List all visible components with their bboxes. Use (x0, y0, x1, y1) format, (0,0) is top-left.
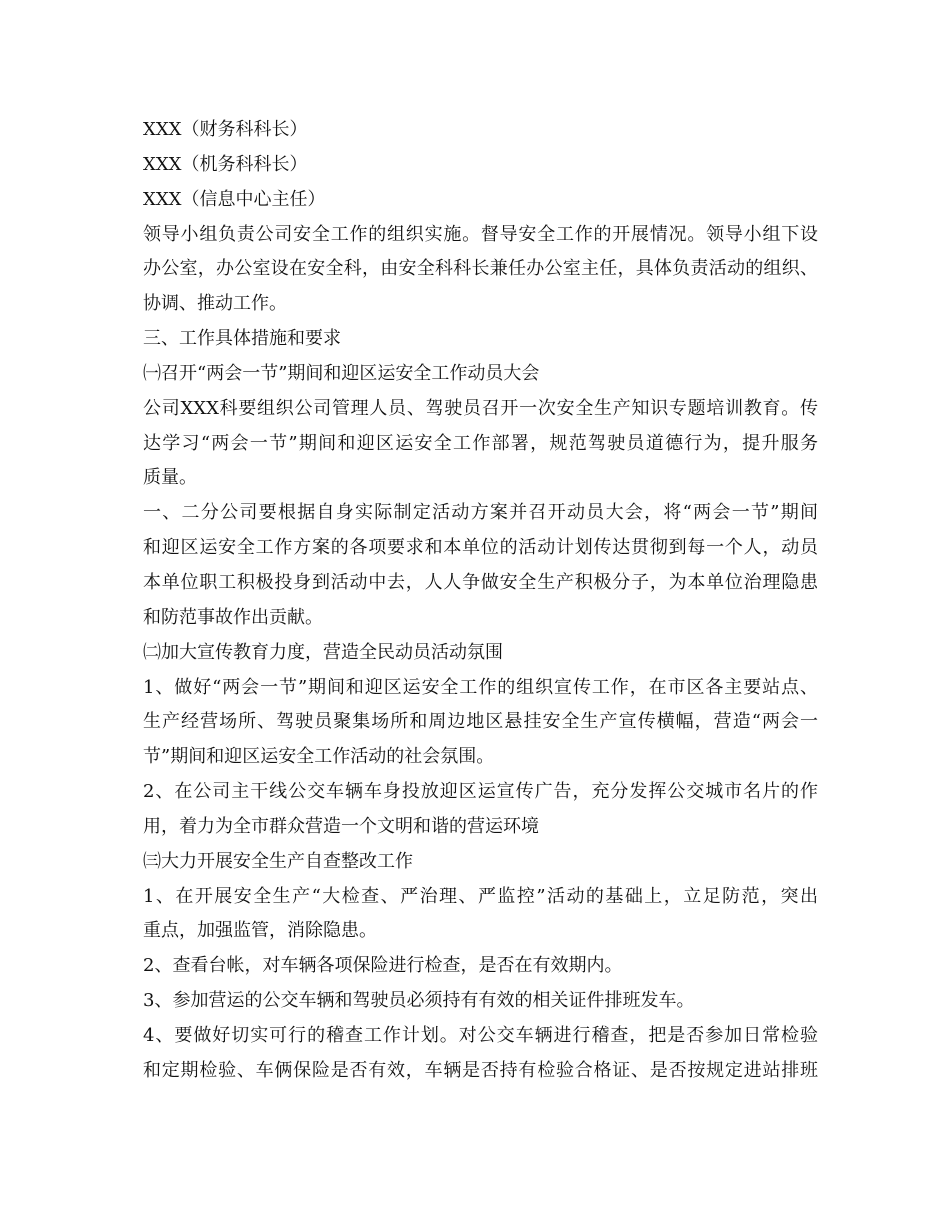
section-heading: 三、工作具体措施和要求 (143, 328, 341, 350)
subsection-heading: ㈡加大宣传教育力度，营造全民动员活动氛围 (143, 641, 503, 663)
document-body (143, 113, 818, 1089)
paragraph-line: 办公室，办公室设在安全科，由安全科科长兼任办公室主任，具体负责活动的组织、 (143, 258, 818, 280)
subsection-heading: ㈢大力开展安全生产自查整改工作 (143, 850, 413, 872)
member-line: XXX（机务科科长） (143, 153, 308, 175)
list-item-line: 生产经营场所、驾驶员聚集场所和周边地区悬挂安全生产宣传横幅，营造“两会一 (143, 711, 818, 733)
paragraph-line: 和防范事故作出贡献。 (143, 606, 323, 628)
list-item-line: 1、做好“两会一节”期间和迎区运安全工作的组织宣传工作，在市区各主要站点、 (143, 676, 818, 698)
list-item-line: 3、参加营运的公交车辆和驾驶员必须持有有效的相关证件排班发车。 (143, 990, 695, 1012)
member-line: XXX（信息中心主任） (143, 188, 326, 210)
list-item-line: 2、在公司主干线公交车辆车身投放迎区运宣传广告，充分发挥公交城市名片的作 (143, 781, 818, 803)
paragraph-line: 公司XXX科要组织公司管理人员、驾驶员召开一次安全生产知识专题培训教育。传 (143, 397, 818, 419)
paragraph-line: 协调、推动工作。 (143, 293, 287, 315)
member-line: XXX（财务科科长） (143, 119, 308, 140)
list-item-line: 节”期间和迎区运安全工作活动的社会氛围。 (143, 746, 495, 768)
list-item-line: 4、要做好切实可行的稽查工作计划。对公交车辆进行稽查，把是否参加日常检验 (143, 1024, 818, 1046)
paragraph-line: 达学习“两会一节”期间和迎区运安全工作部署，规范驾驶员道德行为，提升服务 (143, 432, 818, 454)
list-item-line: 和定期检验、车俩保险是否有效，车辆是否持有检验合格证、是否按规定进站排班 (143, 1059, 818, 1081)
list-item-line: 重点，加强监管，消除隐患。 (143, 920, 377, 942)
paragraph-line: 一、二分公司要根据自身实际制定活动方案并召开动员大会，将“两会一节”期间 (143, 502, 818, 524)
list-item-line: 1、在开展安全生产“大检查、严治理、严监控”活动的基础上，立足防范，突出 (143, 885, 818, 907)
subsection-heading: ㈠召开“两会一节”期间和迎区运安全工作动员大会 (143, 362, 540, 384)
list-item-line: 用，着力为全市群众营造一个文明和谐的营运环境 (143, 815, 539, 837)
paragraph-line: 质量。 (143, 467, 197, 489)
paragraph-line: 和迎区运安全工作方案的各项要求和本单位的活动计划传达贯彻到每一个人，动员 (143, 537, 818, 559)
paragraph-line: 领导小组负责公司安全工作的组织实施。督导安全工作的开展情况。领导小组下设 (143, 223, 818, 245)
paragraph-line: 本单位职工积极投身到活动中去，人人争做安全生产积极分子，为本单位治理隐患 (143, 571, 818, 593)
list-item-line: 2、查看台帐，对车辆各项保险进行检查，是否在有效期内。 (143, 955, 623, 977)
